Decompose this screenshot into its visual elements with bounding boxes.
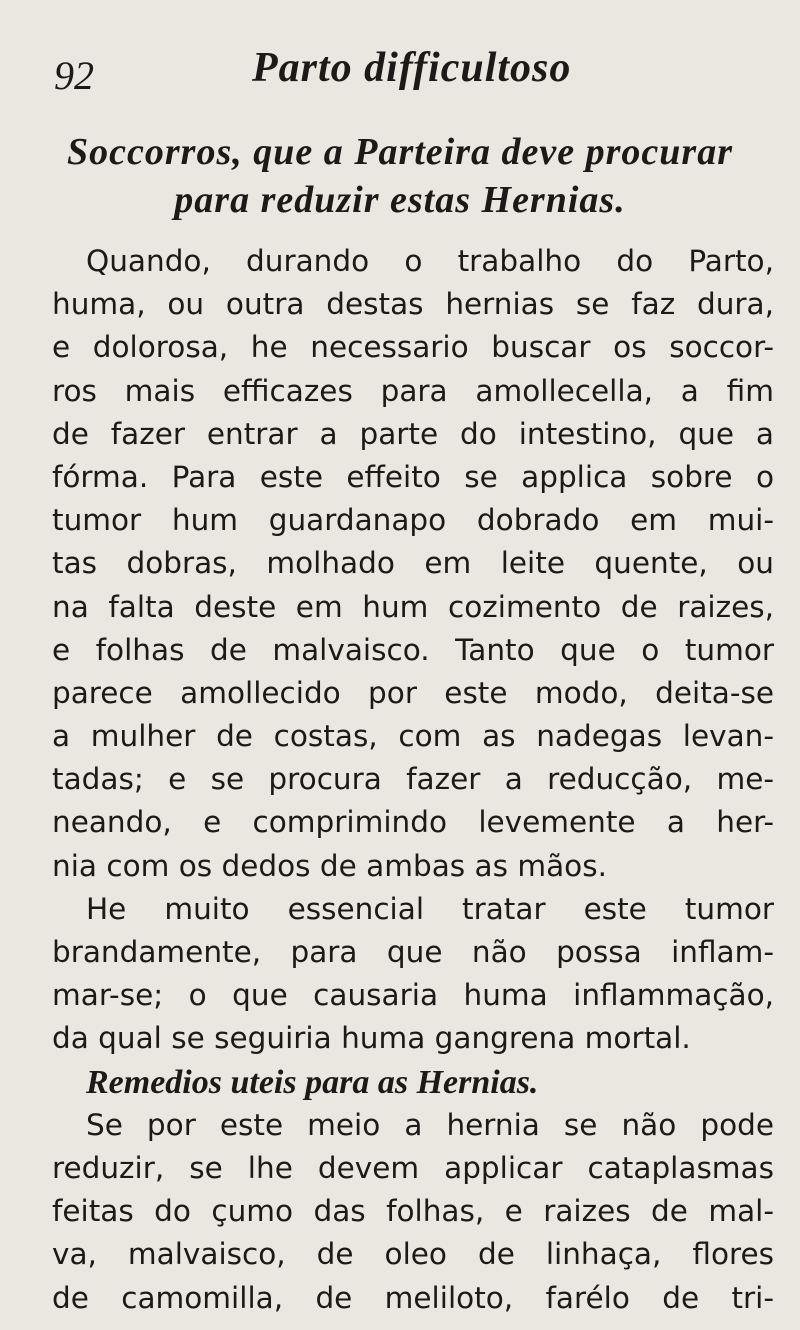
text-line: Se por este meio a hernia se não pode (86, 1107, 774, 1142)
text-line: tas dobras, molhado em leite quente, ou (52, 546, 774, 581)
text-line: brandamente, para que não possa inflam- (52, 935, 774, 969)
text-line: de fazer entrar a parte do intestino, que a (52, 416, 774, 451)
page-header (52, 44, 748, 104)
running-title: Parto difficultoso (252, 45, 572, 91)
text-line: Quando, durando o trabalho do Parto, (86, 244, 774, 278)
section-title-line-1: Soccorros, que a Parteira deve procurar (67, 131, 733, 173)
text-line: fórma. Para este effeito se applica sobre o (52, 459, 774, 494)
text-line: He muito essencial tratar este tumor (86, 891, 774, 926)
text-line: neando, e comprimindo levemente a her- (52, 805, 774, 840)
text-line: feitas do çumo das folhas, e raizes de mal- (52, 1194, 774, 1229)
text-line: e dolorosa, he necessario buscar os soccor- (52, 330, 774, 365)
text-line: reduzir, se lhe devem applicar cataplasmas (52, 1150, 774, 1185)
text-line: na falta deste em hum cozimento de raizes, (52, 589, 774, 624)
text-line: mar-se; o que causaria huma inflammação, (52, 978, 774, 1013)
text-line: ros mais efficazes para amollecella, a fim (52, 373, 774, 408)
text-line: de camomilla, de meliloto, farélo de tri- (52, 1280, 774, 1315)
text-line: huma, ou outra destas hernias se faz dura, (52, 287, 774, 322)
text-line: tumor hum guardanapo dobrado em mui- (52, 503, 774, 538)
text-line: tadas; e se procura fazer a reducção, me- (52, 762, 774, 797)
text-line: va, malvaisco, de oleo de linhaça, flores (52, 1237, 774, 1272)
section-title-line-2: para reduzir estas Hernias. (174, 179, 626, 221)
text-line: parece amollecido por este modo, deita-se (52, 675, 774, 710)
body-text (52, 240, 774, 1320)
text-line: da qual se seguiria huma gangrena mortal. (52, 1021, 691, 1056)
page-number: 92 (54, 53, 94, 98)
text-line: e folhas de malvaisco. Tanto que o tumor (52, 632, 774, 667)
subheading-remedios: Remedios uteis para as Hernias. (86, 1063, 539, 1101)
text-line: a mulher de costas, com as nadegas levan- (52, 719, 774, 754)
text-line: nia com os dedos de ambas as mãos. (52, 848, 607, 883)
